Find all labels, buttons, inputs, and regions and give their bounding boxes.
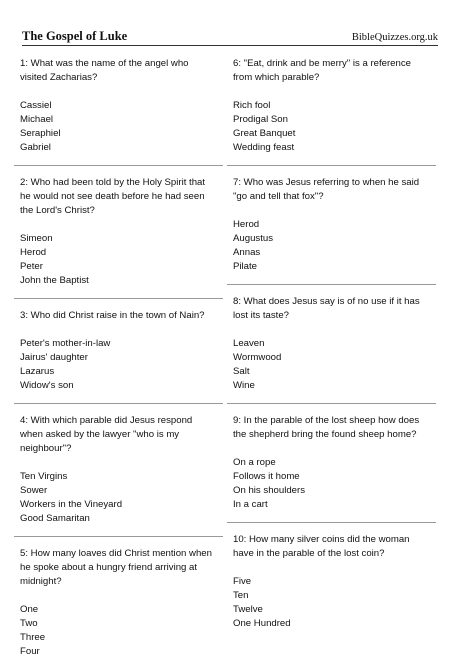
header-divider [22,45,438,46]
answer-option: Wedding feast [233,142,295,153]
answer-option: Michael [20,114,54,125]
question-9 [227,404,436,523]
question-3 [14,299,223,404]
answer-option: Leaven [233,338,265,349]
answer-option: Wine [233,380,255,391]
answer-option: Salt [233,366,250,377]
answer-option: Simeon [20,233,53,244]
page-header [22,29,438,44]
answer-option: Herod [233,219,260,230]
answer-option: Four [20,646,40,657]
answer-option: One Hundred [233,618,291,629]
answer-option: Augustus [233,233,274,244]
answer-option: One [20,604,39,615]
answer-option: In a cart [233,499,268,510]
answer-option: Great Banquet [233,128,296,139]
answer-option: Ten [233,590,249,601]
answer-option: Peter [20,261,43,272]
question-8 [227,285,436,404]
site-name: BibleQuizzes.org.uk [351,32,438,43]
question-text: 1: What was the name of the angel who visited Zacharias? [20,58,189,83]
question-7 [227,166,436,285]
question-5 [14,537,223,669]
answer-option: Seraphiel [20,128,61,139]
answer-option: Follows it home [233,471,300,482]
answer-option: Peter's mother-in-law [20,338,111,349]
answer-option: Workers in the Vineyard [20,499,123,510]
question-text: 6: "Eat, drink and be merry" is a reference from which parable? [233,58,411,83]
right-column [227,47,436,641]
answer-option: Good Samaritan [20,513,90,524]
answer-option: Rich fool [233,100,271,111]
answer-option: Twelve [233,604,263,615]
answer-option: Sower [20,485,48,496]
answer-option: John the Baptist [20,275,89,286]
answer-option: Widow's son [20,380,74,391]
left-column [14,47,223,669]
answer-option: Lazarus [20,366,55,377]
answer-option: On his shoulders [233,485,305,496]
question-text: 10: How many silver coins did the woman have in the parable of the lost coin? [233,534,410,559]
answer-option: Ten Virgins [20,471,68,482]
answer-option: On a rope [233,457,276,468]
question-text: 4: With which parable did Jesus respond when asked by the lawyer "who is my neighbour"? [20,415,193,454]
question-2 [14,166,223,299]
question-text: 2: Who had been told by the Holy Spirit that he would not see death before he had seen the Lord's Christ? [20,177,206,216]
question-text: 3: Who did Christ raise in the town of Nain? [20,310,205,321]
answer-option: Five [233,576,252,587]
question-4 [14,404,223,537]
answer-option: Wormwood [233,352,282,363]
question-text: 5: How many loaves did Christ mention when he spoke about a hungry friend arriving at midnight? [20,548,212,587]
answer-option: Gabriel [20,142,51,153]
question-10 [227,523,436,641]
answer-option: Annas [233,247,261,258]
question-text: 9: In the parable of the lost sheep how does the shepherd bring the found sheep home? [233,415,420,440]
question-1 [14,47,223,166]
answer-option: Jairus' daughter [20,352,88,363]
answer-option: Three [20,632,46,643]
question-6 [227,47,436,166]
page-title: The Gospel of Luke [22,29,128,43]
answer-option: Prodigal Son [233,114,288,125]
answer-option: Two [20,618,38,629]
question-text: 8: What does Jesus say is of no use if it has lost its taste? [233,296,420,321]
answer-option: Cassiel [20,100,52,111]
answer-option: Pilate [233,261,257,272]
answer-option: Herod [20,247,47,258]
question-text: 7: Who was Jesus referring to when he said "go and tell that fox"? [233,177,420,202]
